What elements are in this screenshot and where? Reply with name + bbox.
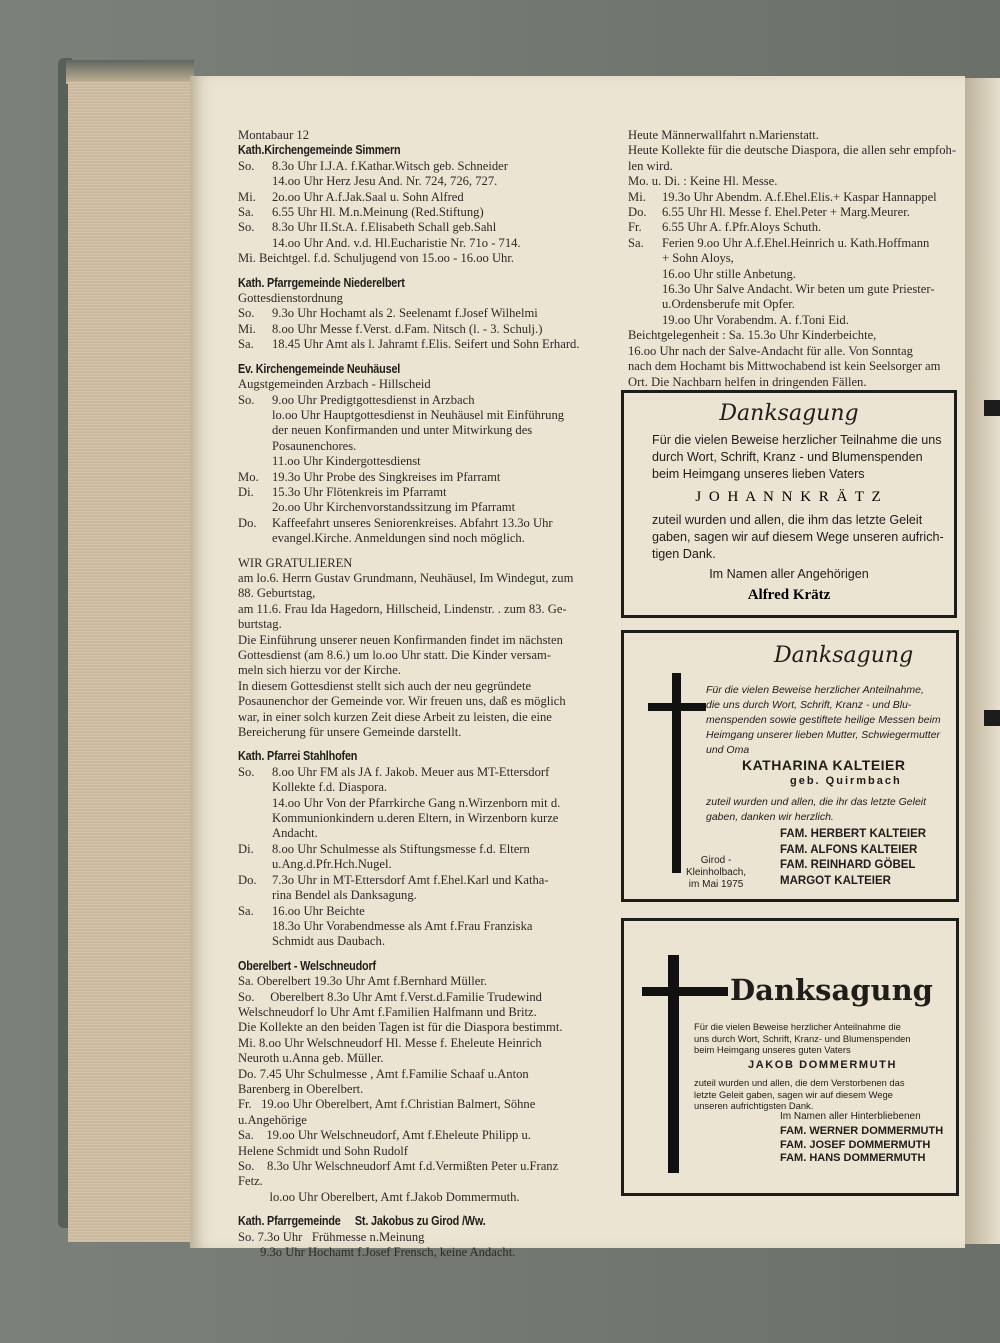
section-title: Kath. Pfarrgemeinde St. Jakobus zu Girod /Ww.: [238, 1214, 486, 1229]
text-line: WIR GRATULIEREN: [238, 555, 353, 570]
day-label: [238, 780, 272, 795]
text-line: unseren aufrichtigsten Dank.: [694, 1100, 814, 1111]
text-line: Beichtgelegenheit : Sa. 15.3o Uhr Kinderbeichte,: [628, 328, 877, 343]
schedule-text: + Sohn Aloys,: [662, 251, 734, 266]
day-label: [238, 454, 272, 469]
day-label: [238, 934, 272, 949]
text-line: und Oma: [706, 744, 750, 756]
day-label: [238, 826, 272, 841]
schedule-text: 19.3o Uhr Probe des Singkreises im Pfarramt: [272, 469, 501, 484]
ad-title: Danksagung: [774, 643, 914, 668]
text-line: beim Heimgang unseres lieben Vaters: [652, 467, 865, 481]
day-label: Sa.: [628, 235, 644, 250]
schedule-row: [238, 842, 618, 857]
schedule-row: [628, 313, 960, 328]
text-line: Mi. 8.oo Uhr Welschneudorf Hl. Messe f. Eheleute Heinrich: [238, 1035, 542, 1050]
text-line: Für die vielen Beweise herzlicher Anteilnahme die: [694, 1021, 901, 1032]
schedule-text: 11.oo Uhr Kindergottesdienst: [272, 454, 421, 469]
text-line: FAM. ALFONS KALTEIER: [780, 843, 918, 856]
text-line: burtstag.: [238, 617, 282, 632]
schedule-text: 7.3o Uhr in MT-Ettersdorf Amt f.Ehel.Karl und Katha-: [272, 872, 549, 887]
text-line: nach dem Hochamt bis Mittwochabend ist kein Seelsorger am: [628, 359, 941, 374]
day-label: [238, 174, 272, 189]
schedule-text: Posaunenchores.: [272, 438, 357, 453]
schedule-text: 14.oo Uhr Herz Jesu And. Nr. 724, 726, 727.: [272, 174, 498, 189]
day-label: So.: [238, 306, 255, 321]
text-line: Fetz.: [238, 1174, 263, 1189]
text-line: lo.oo Uhr Oberelbert, Amt f.Jakob Dommermuth.: [238, 1189, 520, 1204]
text-line: Girod -: [700, 855, 732, 866]
day-label: Mo.: [238, 469, 259, 484]
text-line: Sa. 19.oo Uhr Welschneudorf, Amt f.Eheleute Philipp u.: [238, 1128, 531, 1143]
schedule-text: 14.oo Uhr And. v.d. Hl.Eucharistie Nr. 71o - 714.: [272, 235, 521, 250]
text-line: zuteil wurden und allen, die dem Verstorbenen das: [694, 1077, 905, 1088]
text-line: 9.3o Uhr Hochamt f.Josef Frensch, keine Andacht.: [238, 1245, 516, 1260]
text-line: zuteil wurden und allen, die ihm das letzte Geleit: [652, 513, 923, 527]
text-line: Fr. 19.oo Uhr Oberelbert, Amt f.Christian Balmert, Söhne: [238, 1097, 536, 1112]
day-label: Do.: [628, 205, 647, 220]
schedule-row: [238, 934, 618, 949]
schedule-row: [238, 857, 618, 872]
text-line: Heimgang unserer lieben Mutter, Schwiegermutter: [706, 729, 941, 741]
section-title: Kath.Kirchengemeinde Simmern: [238, 143, 401, 158]
text-line: Helene Schmidt und Sohn Rudolf: [238, 1143, 409, 1158]
oberelbert-lines: [238, 974, 618, 1205]
day-label: So.: [238, 392, 255, 407]
schedule-text: rina Bendel als Danksagung.: [272, 888, 417, 903]
schedule-row: [238, 220, 618, 235]
schedule-row: [238, 811, 618, 826]
schedule-text: der neuen Konfirmanden und unter Mitwirkung des: [272, 423, 533, 438]
text-line: im Mai 1975: [688, 879, 744, 890]
schedule-row: [238, 796, 618, 811]
text-line: Heute Kollekte für die deutsche Diaspora, die allen sehr empfoh-: [628, 143, 957, 158]
day-label: [628, 313, 662, 328]
schedule-row: [238, 531, 618, 546]
ad-title: Danksagung: [719, 401, 859, 426]
ad-danksagung-dommermuth: [621, 918, 959, 1196]
schedule-row: [238, 439, 618, 454]
schedule-text: 16.oo Uhr stille Anbetung.: [662, 266, 796, 281]
day-label: [238, 408, 272, 423]
text-line: am 11.6. Frau Ida Hagedorn, Hillscheid, Lindenstr. . zum 83. Ge-: [238, 601, 567, 616]
text-line: war, in einer solch kurzen Zeit diese Arbeit zu leisten, die eine: [238, 709, 552, 724]
text-line: MARGOT KALTEIER: [780, 874, 891, 887]
text-line: Ort. Die Nachbarn helfen in dringenden Fällen.: [628, 374, 867, 389]
section-title: Kath. Pfarrgemeinde Niederelbert: [238, 275, 405, 290]
schedule-row: [628, 267, 960, 282]
deceased-name: KATHARINA KALTEIER: [742, 757, 906, 773]
ad-danksagung-kraetz: [621, 390, 957, 618]
text-line: Posaunenchor der Gemeinde vor. Wir freuen uns, daß es möglich: [238, 694, 566, 709]
day-label: [238, 919, 272, 934]
cross-icon-bar: [642, 987, 728, 996]
schedule-text: evangel.Kirche. Anmeldungen sind noch möglich.: [272, 531, 525, 546]
left-sections: [238, 143, 618, 546]
day-label: [238, 423, 272, 438]
section-title: Kath. Pfarrei Stahlhofen: [238, 749, 358, 764]
text-line: Kleinholbach,: [686, 867, 747, 878]
day-label: Sa.: [238, 337, 254, 352]
day-label: [628, 282, 662, 297]
day-label: [238, 796, 272, 811]
schedule-row: [238, 408, 618, 423]
schedule-row: [238, 236, 618, 251]
deceased-name: JAKOB DOMMERMUTH: [748, 1059, 898, 1071]
schedule-row: [238, 826, 618, 841]
page-header: Montabaur 12: [238, 128, 309, 142]
schedule-row: [628, 297, 960, 312]
day-label: Mi.: [628, 189, 646, 204]
schedule-row: [238, 516, 618, 531]
text-line: letzte Geleit gaben, sagen wir auf diesem Wege: [694, 1088, 893, 1100]
text-line: Für die vielen Beweise herzlicher Anteilnahme,: [706, 684, 924, 696]
section-title: Oberelbert - Welschneudorf: [238, 958, 376, 973]
schedule-row: [238, 322, 618, 337]
text-line: 16.oo Uhr nach der Salve-Andacht für alle. Von Sonntag: [628, 343, 913, 358]
schedule-row: [238, 190, 618, 205]
text-line: Gottesdienst (am 8.6.) um lo.oo Uhr statt. Die Kinder versam-: [238, 648, 552, 662]
schedule-text: u.Ang.d.Pfr.Hch.Nugel.: [272, 857, 392, 872]
section-subtitle: Augstgemeinden Arzbach - Hillscheid: [238, 377, 431, 392]
schedule-row: [238, 306, 618, 321]
schedule-text: Ferien 9.oo Uhr A.f.Ehel.Heinrich u. Kath.Hoffmann: [662, 235, 930, 250]
day-label: So.: [238, 158, 255, 173]
page-edges-top: [66, 60, 194, 84]
text-line: menspenden sowie gestiftete heilige Messen beim: [706, 714, 941, 726]
day-label: [238, 500, 272, 515]
text-line: Welschneudorf lo Uhr Amt f.Familien Halfmann und Britz.: [238, 1004, 537, 1019]
schedule-text: 6.55 Uhr A. f.Pfr.Aloys Schuth.: [662, 220, 822, 235]
day-label: Do.: [238, 872, 257, 887]
schedule-row: [238, 904, 618, 919]
schedule-text: 19.oo Uhr Vorabendm. A. f.Toni Eid.: [662, 312, 849, 327]
day-label: Fr.: [628, 220, 642, 235]
text-line: uns durch Wort, Schrift, Kranz- und Blumenspenden: [694, 1032, 911, 1044]
schedule-text: 15.3o Uhr Flötenkreis im Pfarramt: [272, 484, 447, 499]
day-label: [628, 251, 662, 266]
schedule-row: [238, 423, 618, 438]
day-label: [238, 888, 272, 903]
day-label: Sa.: [238, 903, 254, 918]
schedule-text: 8.oo Uhr Schulmesse als Stiftungsmesse f.d. Eltern: [272, 841, 530, 856]
text-line: FAM. HERBERT KALTEIER: [780, 828, 927, 840]
text-line: Heute Männerwallfahrt n.Marienstatt.: [628, 128, 819, 142]
family-intro: Im Namen aller Hinterbliebenen: [780, 1111, 921, 1122]
text-line: FAM. HANS DOMMERMUTH: [780, 1152, 926, 1164]
text-line: In diesem Gottesdienst stellt sich auch der neu gegründete: [238, 678, 532, 693]
ad-danksagung-kalteier: [621, 630, 959, 902]
schedule-row: [238, 888, 618, 903]
family-signature: Alfred Krätz: [747, 587, 831, 603]
text-line: Für die vielen Beweise herzlicher Teilnahme die uns: [652, 433, 942, 447]
next-page-edge: [962, 78, 1000, 1244]
text-line: Barenberg in Oberelbert.: [238, 1081, 364, 1096]
text-line: die uns durch Wort, Schrift, Kranz - und Blu-: [706, 699, 912, 711]
schedule-row: [628, 220, 960, 235]
ad-title: Danksagung: [730, 973, 933, 1007]
text-line: So. Oberelbert 8.3o Uhr Amt f.Verst.d.Familie Trudewind: [238, 989, 542, 1004]
text-line: u.Angehörige: [238, 1112, 307, 1127]
right-column: [628, 128, 960, 390]
schedule-text: 8.3o Uhr II.St.A. f.Elisabeth Schall geb.Sahl: [272, 220, 497, 235]
schedule-row: [628, 190, 960, 205]
text-line: FAM. WERNER DOMMERMUTH: [780, 1125, 944, 1137]
text-line: Mo. u. Di. : Keine Hl. Messe.: [628, 174, 778, 189]
schedule-text: 8.3o Uhr I.J.A. f.Kathar.Witsch geb. Schneider: [272, 158, 508, 173]
schedule-row: [238, 174, 618, 189]
schedule-text: 2o.oo Uhr Kirchenvorstandssitzung im Pfarramt: [272, 500, 516, 515]
day-label: So.: [238, 764, 255, 779]
schedule-row: [628, 282, 960, 297]
text-line: durch Wort, Schrift, Kranz - und Blumenspenden: [652, 450, 923, 464]
deceased-name: J O H A N N K R Ä T Z: [695, 489, 883, 505]
schedule-row: [238, 393, 618, 408]
maiden-name: geb. Quirmbach: [790, 775, 902, 787]
schedule-row: [628, 251, 960, 266]
section-title: Ev. Kirchengemeinde Neuhäusel: [238, 361, 401, 376]
text-line: tigen Dank.: [652, 547, 716, 561]
schedule-row: [238, 159, 618, 174]
schedule-row: [238, 780, 618, 795]
schedule-row: [238, 485, 618, 500]
schedule-text: 18.45 Uhr Amt als l. Jahramt f.Elis. Seifert und Sohn Erhard.: [272, 337, 580, 352]
schedule-row: [238, 765, 618, 780]
schedule-text: 8.oo Uhr Messe f.Verst. d.Fam. Nitsch (l. - 3. Schulj.): [272, 321, 543, 336]
text-line: So. 8.3o Uhr Welschneudorf Amt f.d.Vermißten Peter u.Franz: [238, 1159, 559, 1173]
schedule-text: 14.oo Uhr Von der Pfarrkirche Gang n.Wirzenborn mit d.: [272, 795, 561, 810]
girod-lines: [238, 1230, 618, 1261]
day-label: [628, 267, 662, 282]
schedule-text: 18.3o Uhr Vorabendmesse als Amt f.Frau Franziska: [272, 918, 533, 933]
schedule-text: 8.oo Uhr FM als JA f. Jakob. Meuer aus MT-Ettersdorf: [272, 764, 550, 779]
text-line: So. 7.3o Uhr Frühmesse n.Meinung: [238, 1229, 425, 1244]
gratulieren-block: [238, 556, 618, 741]
schedule-text: 2o.oo Uhr A.f.Jak.Saal u. Sohn Alfred: [272, 189, 464, 204]
text-line: Die Kollekte an den beiden Tagen ist für die Diaspora bestimmt.: [238, 1020, 563, 1035]
text-line: beim Heimgang unseres guten Vaters: [694, 1044, 851, 1055]
text-line: am lo.6. Herrn Gustav Grundmann, Neuhäusel, Im Windegut, zum: [238, 570, 574, 585]
schedule-text: Kommunionkindern u.deren Eltern, in Wirzenborn kurze: [272, 811, 559, 826]
edge-marker: [984, 400, 1000, 416]
schedule-text: Kaffeefahrt unseres Seniorenkreises. Abfahrt 13.3o Uhr: [272, 515, 553, 530]
cross-icon-bar: [648, 703, 706, 711]
schedule-row: [238, 454, 618, 469]
text-line: Sa. Oberelbert 19.3o Uhr Amt f.Bernhard Müller.: [238, 974, 488, 989]
schedule-text: 9.oo Uhr Predigtgottesdienst in Arzbach: [272, 392, 475, 407]
text-line: len wird.: [628, 158, 673, 173]
day-label: Do.: [238, 515, 257, 530]
schedule-row: [238, 470, 618, 485]
schedule-text: u.Ordensberufe mit Opfer.: [662, 297, 795, 312]
text-line: gaben, danken wir herzlich.: [706, 811, 834, 823]
schedule-text: 6.55 Uhr Hl. M.n.Meinung (Red.Stiftung): [272, 205, 484, 220]
edge-marker: [984, 710, 1000, 726]
text-line: Die Einführung unserer neuen Konfirmanden findet im nächsten: [238, 632, 563, 647]
text-line: Do. 7.45 Uhr Schulmesse , Amt f.Familie Schaaf u.Anton: [238, 1066, 529, 1081]
schedule-text: Schmidt aus Daubach.: [272, 934, 385, 949]
day-label: Sa.: [238, 205, 254, 220]
text-line: 88. Geburtstag,: [238, 586, 316, 601]
schedule-text: lo.oo Uhr Hauptgottesdienst in Neuhäusel mit Einführung: [272, 407, 565, 422]
schedule-text: 9.3o Uhr Hochamt als 2. Seelenamt f.Josef Wilhelmi: [272, 306, 538, 321]
text-line: FAM. JOSEF DOMMERMUTH: [780, 1138, 931, 1151]
schedule-text: 19.3o Uhr Abendm. A.f.Ehel.Elis.+ Kaspar Hannappel: [662, 189, 937, 204]
schedule-text: Kollekte f.d. Diaspora.: [272, 780, 388, 795]
day-label: Di.: [238, 841, 254, 856]
schedule-text: Andacht.: [272, 826, 318, 841]
schedule-row: [238, 500, 618, 515]
day-label: [628, 297, 662, 312]
schedule-text: 16.oo Uhr Beichte: [272, 903, 365, 918]
schedule-row: [238, 337, 618, 352]
schedule-row: [628, 205, 960, 220]
day-label: [238, 857, 272, 872]
day-label: [238, 531, 272, 546]
schedule-text: 6.55 Uhr Hl. Messe f. Ehel.Peter + Marg.Meurer.: [662, 205, 910, 220]
text-line: Bereicherung für unsere Gemeinde darstellt.: [238, 725, 462, 740]
text-line: zuteil wurden und allen, die ihr das letzte Geleit: [706, 796, 927, 808]
schedule-row: [238, 919, 618, 934]
page-edges: [68, 82, 191, 1242]
schedule-text: 16.3o Uhr Salve Andacht. Wir beten um gute Priester-: [662, 282, 935, 297]
day-label: Mi.: [238, 189, 256, 204]
schedule-row: [628, 236, 960, 251]
text-line: FAM. REINHARD GÖBEL: [780, 859, 916, 871]
text-line: Neuroth u.Anna geb. Müller.: [238, 1051, 384, 1066]
schedule-row: [238, 873, 618, 888]
section-subtitle: Gottesdienstordnung: [238, 291, 343, 306]
day-label: So.: [238, 220, 255, 235]
schedule-row: [238, 205, 618, 220]
left-column: [238, 128, 618, 1260]
day-label: Mi.: [238, 321, 256, 336]
stahlhofen-rows: [238, 765, 618, 950]
text-line: gaben, sagen wir auf diesem Wege unseren aufrich-: [652, 530, 944, 544]
day-label: [238, 236, 272, 251]
day-label: [238, 439, 272, 454]
text-line: meln sich hierzu vor der Kirche.: [238, 663, 401, 678]
day-label: [238, 811, 272, 826]
day-label: Di.: [238, 484, 254, 499]
text-line: Mi. Beichtgel. f.d. Schuljugend von 15.oo - 16.oo Uhr.: [238, 251, 514, 266]
family-intro: Im Namen aller Angehörigen: [709, 567, 869, 581]
